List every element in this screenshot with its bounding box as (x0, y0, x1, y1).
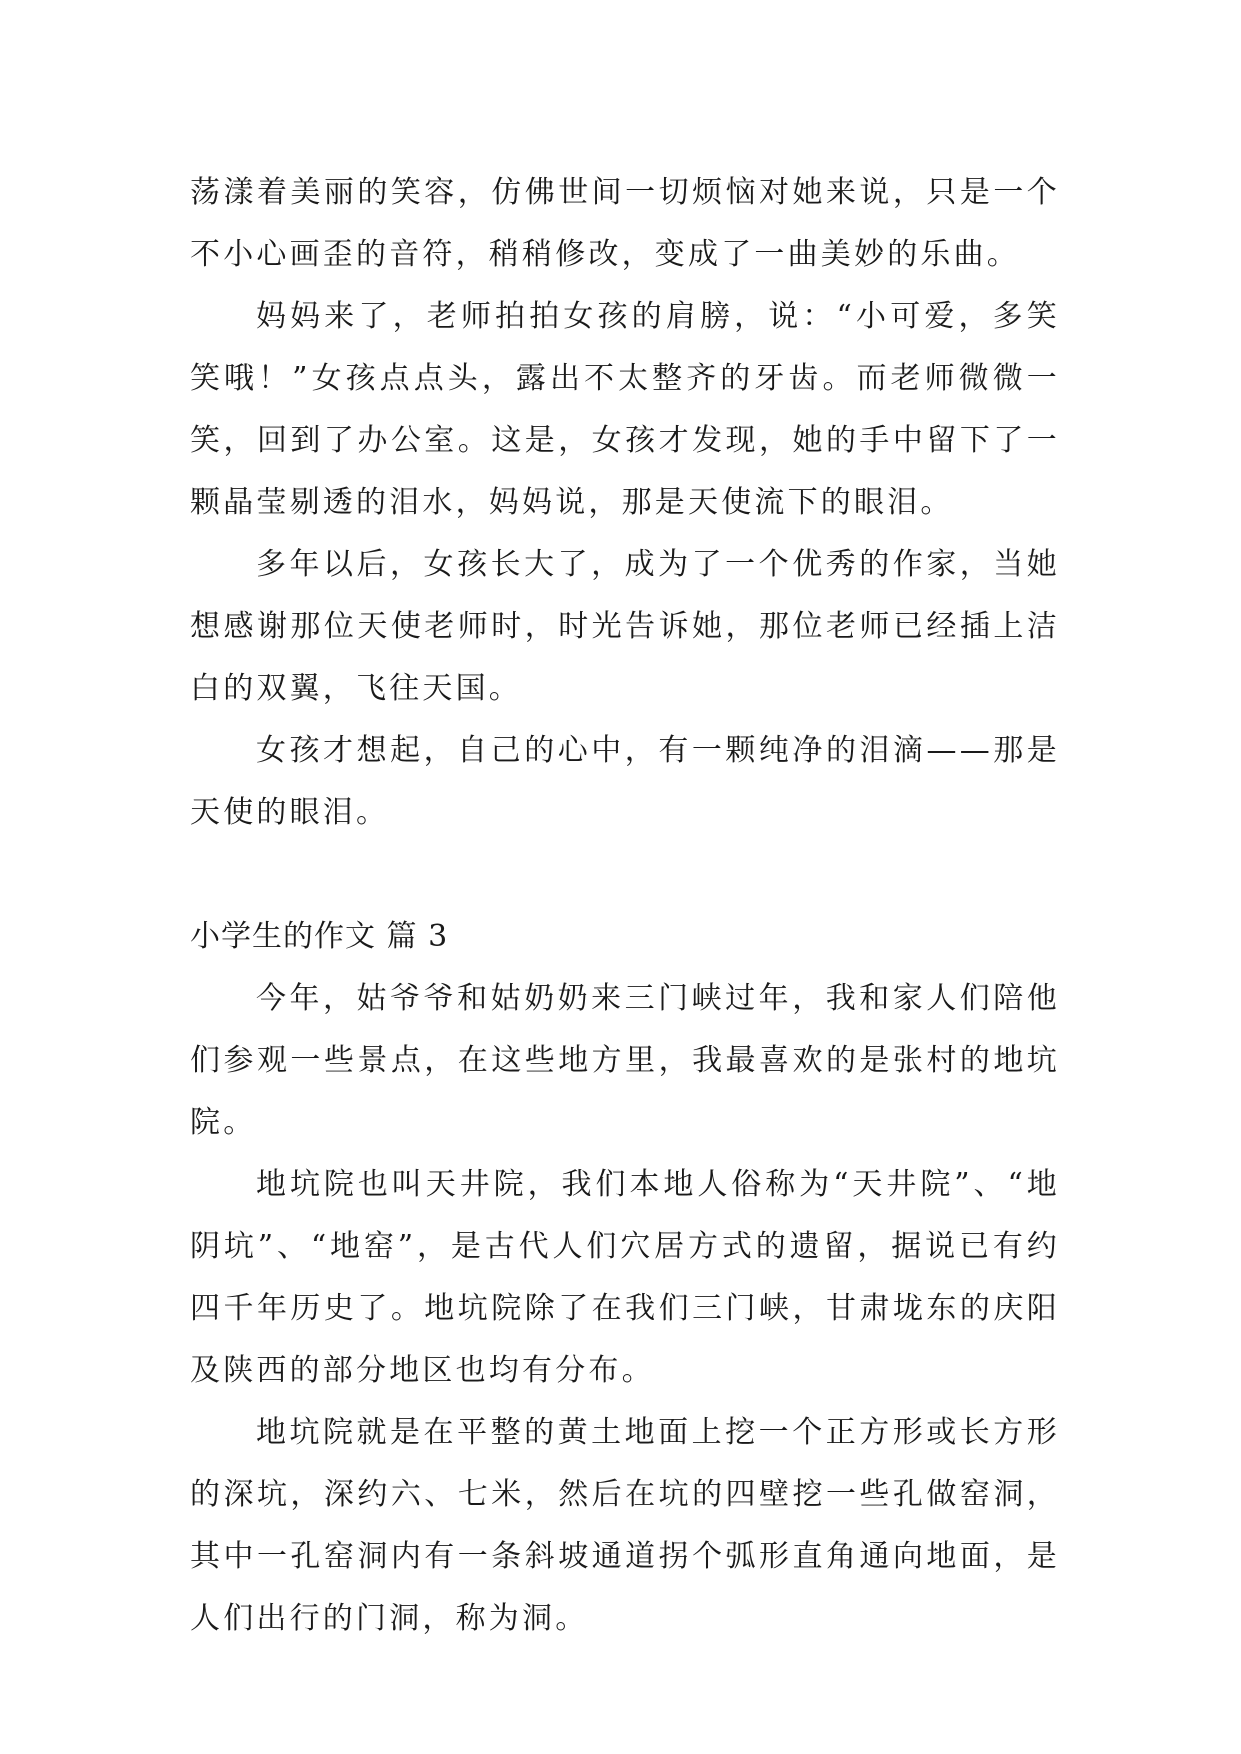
paragraph: 地坑院也叫天井院，我们本地人俗称为“天井院”、“地阴坑”、“地窑”，是古代人们穴居方式的遗留，据说已有约四千年历史了。地坑院除了在我们三门峡，甘肃垅东的庆阳及陕西的部分地区也均有分布。 (190, 1167, 1060, 1388)
paragraph-continuation: 荡漾着美丽的笑容，仿佛世间一切烦恼对她来说，只是一个不小心画歪的音符，稍稍修改，变成了一曲美妙的乐曲。 (190, 175, 1060, 272)
paragraph: 地坑院就是在平整的黄土地面上挖一个正方形或长方形的深坑，深约六、七米，然后在坑的四壁挖一些孔做窑洞，其中一孔窑洞内有一条斜坡通道拐个弧形直角通向地面，是人们出行的门洞，称为洞。 (190, 1415, 1060, 1636)
document-body (190, 162, 1060, 1650)
paragraph: 女孩才想起，自己的心中，有一颗纯净的泪滴——那是天使的眼泪。 (190, 733, 1060, 830)
paragraph: 妈妈来了，老师拍拍女孩的肩膀，说：“小可爱，多笑笑哦！”女孩点点头，露出不太整齐的牙齿。而老师微微一笑，回到了办公室。这是，女孩才发现，她的手中留下了一颗晶莹剔透的泪水，妈妈说，那是天使流下的眼泪。 (190, 299, 1060, 520)
paragraph: 多年以后，女孩长大了，成为了一个优秀的作家，当她想感谢那位天使老师时，时光告诉她，那位老师已经插上洁白的双翼，飞往天国。 (190, 547, 1060, 706)
paragraph: 今年，姑爷爷和姑奶奶来三门峡过年，我和家人们陪他们参观一些景点，在这些地方里，我最喜欢的是张村的地坑院。 (190, 981, 1060, 1140)
section-title: 小学生的作文 篇 3 (190, 919, 449, 954)
